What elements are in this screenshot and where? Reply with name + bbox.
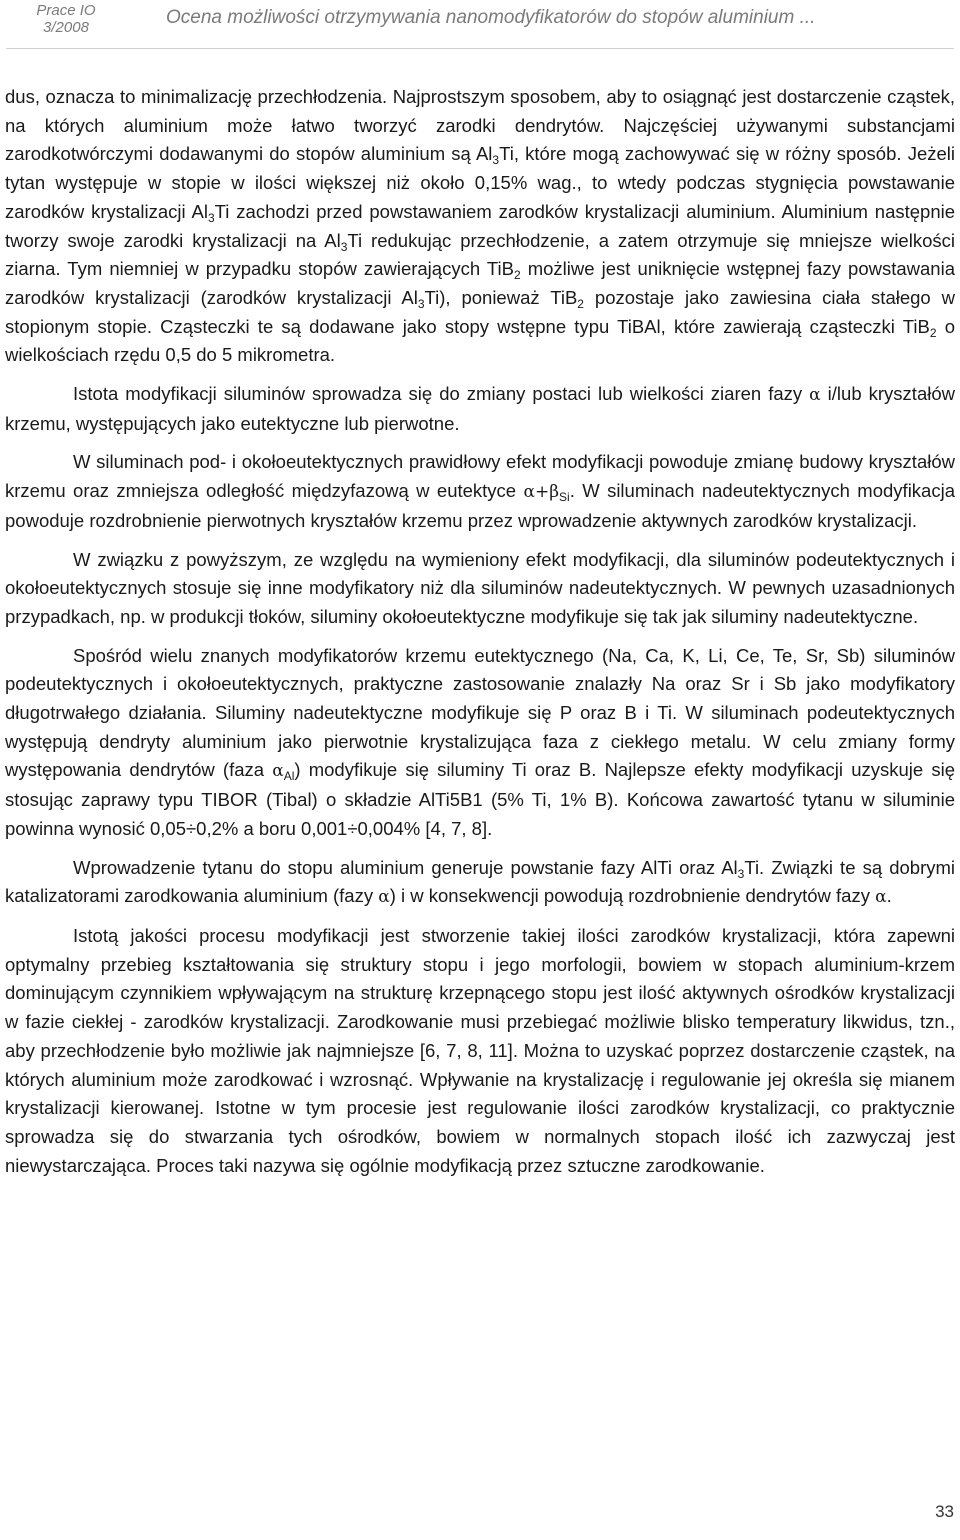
paragraph-2 xyxy=(5,380,955,438)
journal-name: Prace IO xyxy=(36,2,96,19)
paragraph-7 xyxy=(5,922,955,1180)
paragraph-3 xyxy=(5,448,955,535)
subscript: 3 xyxy=(737,866,745,881)
text-run: W siluminach pod- i okołoeutektycznych prawidłowy efekt modyfikacji powoduje zmianę budowy kryształów krzemu oraz zmniejsza odległość międzyfazową w eutektyce xyxy=(5,451,955,502)
greek-symbol: α xyxy=(272,761,284,782)
text-run: Istotą jakości procesu modyfikacji jest stworzenie takiej ilości zarodków krystalizacji, która zapewni optymalny przebieg kształtowania się struktury stopu i jego morfologii, bowiem w stopach aluminium-krzem dominującym czynnikiem wpływającym na strukturę krzepnącego stopu jest ilość aktywnych ośrodków krystalizacji w fazie ciekłej - zarodków krystalizacji. Zarodkowanie musi przebiegać możliwie blisko temperatury likwidus, tzn., aby przechłodzenie było możliwie jak najmniejsze [6, 7, 8, 11]. Można to uzyskać poprzez dostarczenie cząstek, na których aluminium może zarodkować i wzrosnąć. Wpływanie na krystalizację i regulowanie jej określa się mianem krystalizacji kierowanej. Istotne w tym procesie jest regulowanie ilości zarodków krystalizacji, co praktycznie sprowadza się do stwarzania tych ośrodków, bowiem w normalnych stopach ilość ich zazwyczaj jest niewystarczająca. Proces taki nazywa się ogólnie modyfikacją przez sztuczne zarodkowanie. xyxy=(5,924,955,1176)
subscript: 2 xyxy=(513,268,521,283)
text-run: Ti redukując przechłodzenie, a zatem otrzymuje się mniejsze wielkości ziarna. Tym niemniej w przypadku stopów zawierających TiB xyxy=(5,229,955,280)
paragraph-4 xyxy=(5,546,955,632)
greek-symbol: α+β xyxy=(523,482,560,503)
subscript: Al xyxy=(283,769,295,784)
subscript: 3 xyxy=(492,153,500,168)
text-run: Istota modyfikacji siluminów sprowadza się do zmiany postaci lub wielkości ziaren fazy xyxy=(73,383,810,405)
greek-symbol: α xyxy=(378,887,390,908)
subscript: 2 xyxy=(929,325,937,340)
text-run: Ti zachodzi przed powstawaniem zarodków krystalizacji aluminium. Aluminium następnie tworzy swoje zarodki krystalizacji na Al xyxy=(5,200,956,251)
text-run: Wprowadzenie tytanu do stopu aluminium generuje powstanie fazy AlTi oraz Al xyxy=(73,856,738,878)
paragraph-6 xyxy=(5,854,955,912)
greek-symbol: α xyxy=(809,385,821,406)
text-run: Spośród wielu znanych modyfikatorów krzemu eutektycznego (Na, Ca, K, Li, Ce, Te, Sr, Sb) siluminów podeutektycznych i okołoeutektycznych, praktyczne zastosowanie znalazły Na oraz Sr i Sb jako modyfikatory długotrwałego działania. Siluminy nadeutektyczne modyfikuje się P oraz B i Ti. W siluminach podeutektycznych występują dendryty aluminium jako pierwotnie krystalizująca faza z ciekłego metalu. W celu zmiany formy występowania dendrytów (faza xyxy=(5,644,955,781)
text-run: . xyxy=(886,885,892,907)
text-run: W związku z powyższym, ze względu na wymieniony efekt modyfikacji, dla siluminów podeutektycznych i okołoeutektycznych stosuje się inne modyfikatory niż dla siluminów nadeutektycznych. W pewnych uzasadnionych przypadkach, np. w produkcji tłoków, siluminy okołoeutektyczne modyfikuje się tak jak siluminy nadeutektyczne. xyxy=(5,548,955,627)
subscript: 2 xyxy=(577,296,584,311)
page-header xyxy=(6,2,954,49)
running-title: Ocena możliwości otrzymywania nanomodyfikatorów do stopów aluminium ... xyxy=(166,7,816,28)
greek-symbol: α xyxy=(875,887,887,908)
text-run: . W siluminach nadeutektycznych modyfikacja powoduje rozdrobnienie pierwotnych kryształów krzemu przez wprowadzenie aktywnych zarodków krystalizacji. xyxy=(5,480,955,531)
journal-issue-number: 3/2008 xyxy=(43,19,89,36)
text-run: Ti, które mogą zachowywać się w różny sposób. Jeżeli tytan występuje w stopie w ilości większej niż około 0,15% wag., to wtedy podczas stygnięcia powstawanie zarodków krystalizacji Al xyxy=(5,143,955,222)
text-run: o wielkościach rzędu 0,5 do 5 mikrometra. xyxy=(5,315,956,366)
page-number: 33 xyxy=(935,1502,954,1521)
subscript: Si xyxy=(559,490,570,505)
subscript: 3 xyxy=(340,239,348,254)
text-run: pozostaje jako zawiesina ciała stałego w stopionym stopie. Cząsteczki te są dodawane jako stopy wstępne typu TiBAl, które zawierają cząsteczki TiB xyxy=(5,286,956,337)
journal-issue xyxy=(6,2,126,36)
paragraph-5 xyxy=(5,642,955,844)
text-run: ) modyfikuje się siluminy Ti oraz B. Najlepsze efekty modyfikacji uzyskuje się stosując zaprawy typu TIBOR (Tibal) o składzie AlTi5B1 (5% Ti, 1% B). Końcowa zawartość tytanu w siluminie powinna wynosić 0,05÷0,2% a boru 0,001÷0,004% [4, 7, 8]. xyxy=(5,759,955,839)
paragraph-1 xyxy=(5,83,955,370)
subscript: 3 xyxy=(417,296,425,311)
text-run: i/lub kryształów krzemu, występujących jako eutektyczne lub pierwotne. xyxy=(5,383,955,434)
text-run: możliwe jest uniknięcie wstępnej fazy powstawania zarodków krystalizacji (zarodków krystalizacji Al xyxy=(5,258,955,308)
text-run: ) i w konsekwencji powodują rozdrobnienie dendrytów fazy xyxy=(389,885,876,907)
text-run: Ti. Związki te są dobrymi katalizatorami zarodkowania aluminium (fazy xyxy=(5,856,955,907)
subscript: 3 xyxy=(207,210,215,225)
body-text xyxy=(5,83,955,1180)
text-run: dus, oznacza to minimalizację przechłodzenia. Najprostszym sposobem, aby to osiągnąć jest dostarczenie cząstek, na których aluminium może łatwo tworzyć zarodki dendrytów. Najczęściej używanymi substancjami zarodkotwórczymi dodawanymi do stopów aluminium są Al xyxy=(5,86,955,165)
text-run: Ti), ponieważ TiB xyxy=(424,286,578,308)
